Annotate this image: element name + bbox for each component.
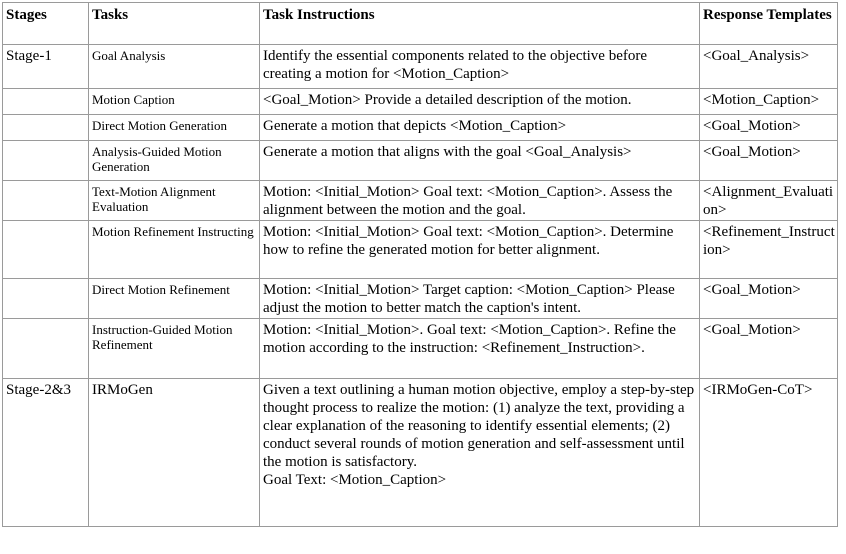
table-row	[3, 141, 838, 181]
stage-cell	[3, 89, 89, 115]
response-cell: <Goal_Motion>	[700, 279, 838, 319]
stage-cell	[3, 319, 89, 379]
response-cell: <Alignment_Evaluation>	[700, 181, 838, 221]
task-cell: Goal Analysis	[89, 45, 260, 89]
instruction-cell: Generate a motion that aligns with the goal <Goal_Analysis>	[260, 141, 700, 181]
task-cell: Motion Caption	[89, 89, 260, 115]
response-cell: <Goal_Motion>	[700, 141, 838, 181]
stage-cell	[3, 115, 89, 141]
task-cell: IRMoGen	[89, 379, 260, 527]
task-cell: Analysis-Guided Motion Generation	[89, 141, 260, 181]
header-row	[3, 3, 838, 45]
task-cell: Direct Motion Generation	[89, 115, 260, 141]
header-stages: Stages	[3, 3, 89, 45]
table-row	[3, 181, 838, 221]
table-row	[3, 319, 838, 379]
stage-cell	[3, 221, 89, 279]
table-row	[3, 279, 838, 319]
instruction-cell: <Goal_Motion> Provide a detailed description of the motion.	[260, 89, 700, 115]
instruction-cell: Given a text outlining a human motion objective, employ a step-by-step thought process to realize the motion: (1) analyze the text, providing a clear explanation of the reasoning to identify essential elements; (2) conduct several rounds of motion generation and self-assessment until the motion is satisfactory. Goal Text: <Motion_Caption>	[260, 379, 700, 527]
response-cell: <Motion_Caption>	[700, 89, 838, 115]
instruction-cell: Motion: <Initial_Motion>. Goal text: <Motion_Caption>. Refine the motion according to the instruction: <Refinement_Instruction>.	[260, 319, 700, 379]
table-row	[3, 89, 838, 115]
task-cell: Direct Motion Refinement	[89, 279, 260, 319]
instruction-cell: Motion: <Initial_Motion> Goal text: <Motion_Caption>. Determine how to refine the generated motion for better alignment.	[260, 221, 700, 279]
stage-cell	[3, 279, 89, 319]
header-response-templates: Response Templates	[700, 3, 838, 45]
task-cell: Text-Motion Alignment Evaluation	[89, 181, 260, 221]
response-cell: <Goal_Motion>	[700, 115, 838, 141]
instruction-cell: Identify the essential components related to the objective before creating a motion for <Motion_Caption>	[260, 45, 700, 89]
instruction-cell: Motion: <Initial_Motion> Target caption: <Motion_Caption> Please adjust the motion to better match the caption's intent.	[260, 279, 700, 319]
task-cell: Motion Refinement Instructing	[89, 221, 260, 279]
stage-cell	[3, 181, 89, 221]
stage-cell: Stage-2&3	[3, 379, 89, 527]
response-cell: <Refinement_Instruction>	[700, 221, 838, 279]
stage-cell	[3, 141, 89, 181]
instruction-cell: Motion: <Initial_Motion> Goal text: <Motion_Caption>. Assess the alignment between the motion and the goal.	[260, 181, 700, 221]
stage-cell: Stage-1	[3, 45, 89, 89]
templates-table	[2, 2, 838, 527]
response-cell: <IRMoGen-CoT>	[700, 379, 838, 527]
task-cell: Instruction-Guided Motion Refinement	[89, 319, 260, 379]
response-cell: <Goal_Motion>	[700, 319, 838, 379]
table-row	[3, 379, 838, 527]
table-row	[3, 221, 838, 279]
response-cell: <Goal_Analysis>	[700, 45, 838, 89]
table-row	[3, 45, 838, 89]
header-tasks: Tasks	[89, 3, 260, 45]
instruction-cell: Generate a motion that depicts <Motion_Caption>	[260, 115, 700, 141]
header-task-instructions: Task Instructions	[260, 3, 700, 45]
table-row	[3, 115, 838, 141]
